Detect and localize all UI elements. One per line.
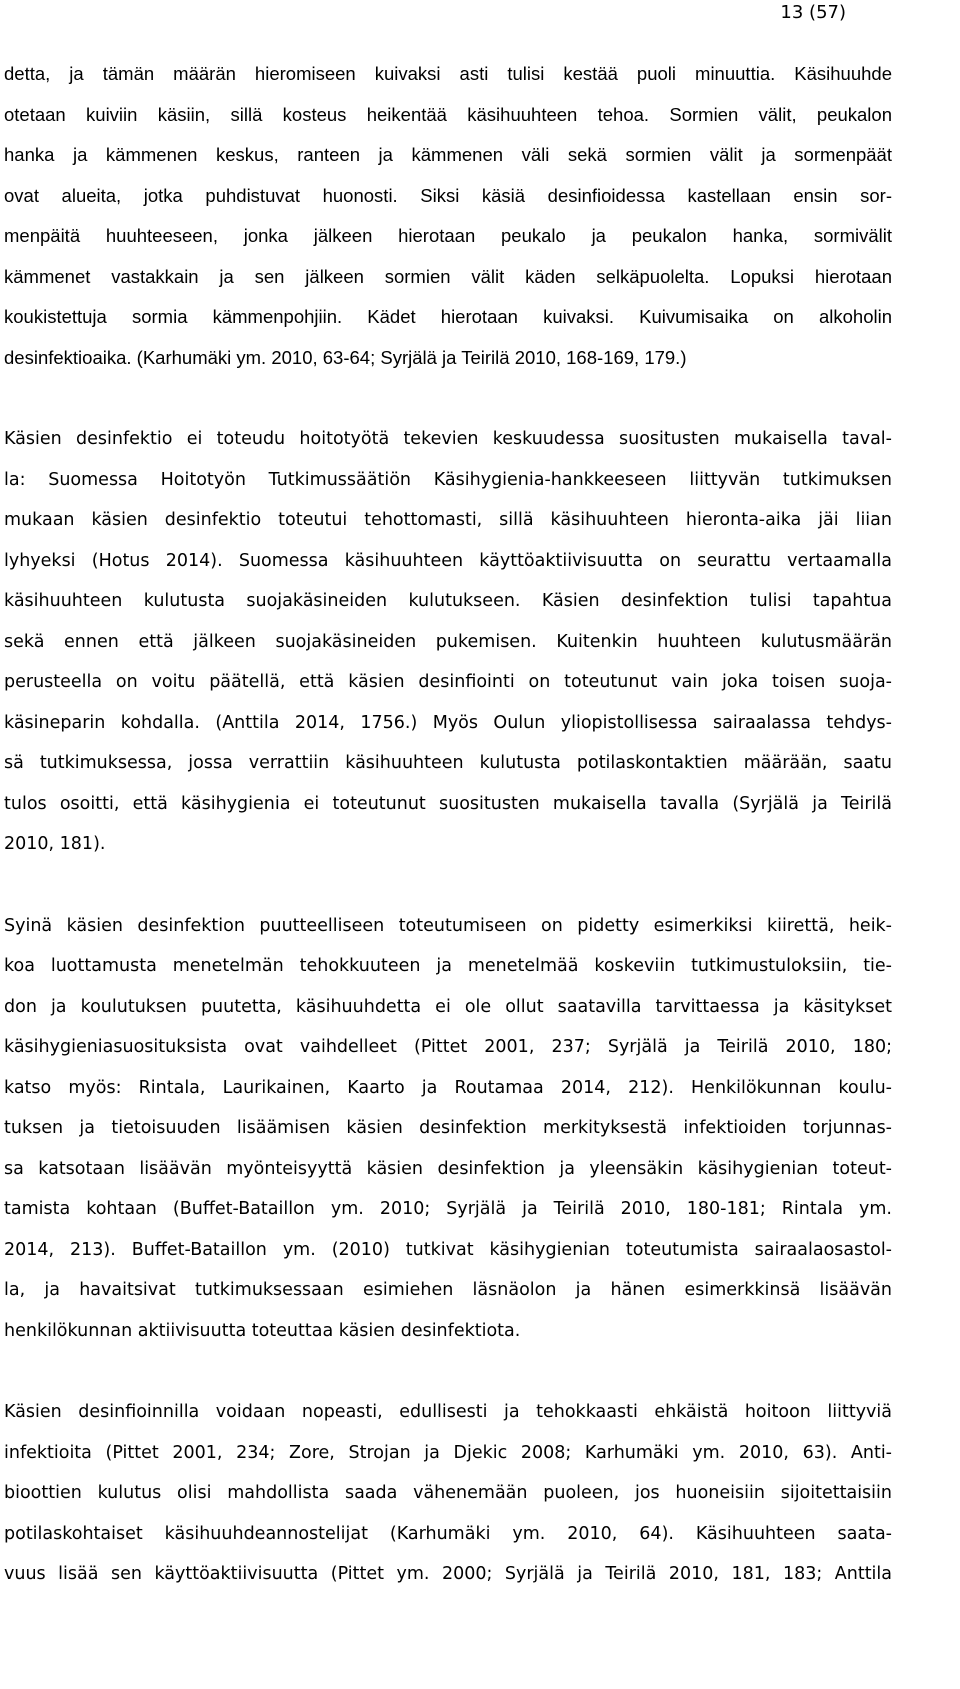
paragraph-compliance bbox=[4, 419, 892, 865]
text-line: Käsien desinfioinnilla voidaan nopeasti, edullisesti ja tehokkaasti ehkäistä hoitoon liittyviä bbox=[4, 1402, 892, 1422]
text-line: tamista kohtaan (Buffet-Bataillon ym. 2010; Syrjälä ja Teirilä 2010, 180-181; Rintala ym. bbox=[4, 1199, 892, 1219]
text-line: tuksen ja tietoisuuden lisäämisen käsien desinfektion merkityksestä infektioiden torjunnas- bbox=[4, 1118, 892, 1138]
body-text bbox=[4, 54, 892, 1595]
text-line: detta, ja tämän määrän hieromiseen kuivaksi asti tulisi kestää puoli minuuttia. Käsihuuhde bbox=[4, 63, 892, 84]
text-line: mukaan käsien desinfektio toteutui tehottomasti, sillä käsihuuhteen hieronta-aika jäi liian bbox=[4, 510, 892, 530]
text-line: la, ja havaitsivat tutkimuksessaan esimiehen läsnäolon ja hänen esimerkkinsä lisäävän bbox=[4, 1280, 892, 1300]
text-line: 2014, 213). Buffet-Bataillon ym. (2010) tutkivat käsihygienian toteutumista sairaalaosastol- bbox=[4, 1239, 892, 1260]
paragraph-hand-rubbing bbox=[4, 54, 892, 378]
text-line: 2010, 181). bbox=[4, 834, 106, 854]
text-line: sekä ennen että jälkeen suojakäsineiden pukemisen. Kuitenkin huuhteen kulutusmäärän bbox=[4, 631, 892, 652]
text-line: sa katsotaan lisäävän myönteisyyttä käsien desinfektion ja yleensäkin käsihygienian toteut- bbox=[4, 1158, 892, 1179]
text-line: tulos osoitti, että käsihygienia ei toteutunut suositusten mukaisella tavalla (Syrjälä ja Teirilä bbox=[4, 793, 892, 814]
text-line: katso myös: Rintala, Laurikainen, Kaarto ja Routamaa 2014, 212). Henkilökunnan koulu- bbox=[4, 1077, 892, 1098]
text-line: potilaskohtaiset käsihuuhdeannostelijat (Karhumäki ym. 2010, 64). Käsihuuhteen saata- bbox=[4, 1523, 892, 1544]
paragraph-gap bbox=[4, 1351, 892, 1392]
text-line: kämmenet vastakkain ja sen jälkeen sormien välit käden selkäpuolelta. Lopuksi hierotaan bbox=[4, 265, 892, 287]
text-line: koukistettuja sormia kämmenpohjiin. Kädet hierotaan kuivaksi. Kuivumisaika on alkoholin bbox=[4, 306, 892, 327]
text-line: don ja koulutuksen puutetta, käsihuuhdetta ei ole ollut saatavilla tarvittaessa ja käsitykset bbox=[4, 996, 892, 1017]
text-line: bioottien kulutus olisi mahdollista saada vähenemään puoleen, jos huoneisiin sijoitettaisiin bbox=[4, 1483, 892, 1503]
text-line: lyhyeksi (Hotus 2014). Suomessa käsihuuhteen käyttöaktiivisuutta on seurattu vertaamalla bbox=[4, 550, 892, 571]
text-line: la: Suomessa Hoitotyön Tutkimussäätiön Käsihygienia-hankkeeseen liittyvän tutkimuksen bbox=[4, 469, 892, 490]
text-line: käsihygieniasuosituksista ovat vaihdelleet (Pittet 2001, 237; Syrjälä ja Teirilä 2010, 180; bbox=[4, 1037, 892, 1057]
text-line: desinfektioaika. (Karhumäki ym. 2010, 63-64; Syrjälä ja Teirilä 2010, 168-169, 179.) bbox=[4, 346, 687, 368]
text-line: hanka ja kämmenen keskus, ranteen ja kämmenen väli sekä sormien välit ja sormenpäät bbox=[4, 144, 892, 165]
text-line: ovat alueita, jotka puhdistuvat huonosti. Siksi käsiä desinfioidessa kastellaan ensin sor- bbox=[4, 184, 892, 206]
text-line: käsineparin kohdalla. (Anttila 2014, 1756.) Myös Oulun yliopistollisessa sairaalassa tehdys- bbox=[4, 712, 892, 733]
text-line: käsihuuhteen kulutusta suojakäsineiden kulutukseen. Käsien desinfektion tulisi tapahtua bbox=[4, 591, 892, 611]
text-line: otetaan kuiviin käsiin, sillä kosteus heikentää käsihuuhteen tehoa. Sormien välit, peukalon bbox=[4, 103, 892, 125]
text-line: perusteella on voitu päätellä, että käsien desinfiointi on toteutunut vain joka toisen suoja- bbox=[4, 672, 892, 692]
text-line: menpäitä huuhteeseen, jonka jälkeen hierotaan peukalo ja peukalon hanka, sormivälit bbox=[4, 225, 892, 246]
paragraph-gap bbox=[4, 865, 892, 906]
paragraph-reasons bbox=[4, 906, 892, 1352]
text-line: infektioita (Pittet 2001, 234; Zore, Strojan ja Djekic 2008; Karhumäki ym. 2010, 63). Anti- bbox=[4, 1442, 892, 1463]
text-line: vuus lisää sen käyttöaktiivisuutta (Pittet ym. 2000; Syrjälä ja Teirilä 2010, 181, 183; Anttila bbox=[4, 1564, 892, 1584]
text-line: koa luottamusta menetelmän tehokkuuteen ja menetelmää koskeviin tutkimustuloksiin, tie- bbox=[4, 956, 892, 976]
text-line: henkilökunnan aktiivisuutta toteuttaa käsien desinfektiota. bbox=[4, 1320, 521, 1341]
text-line: sä tutkimuksessa, jossa verrattiin käsihuuhteen kulutusta potilaskontaktien määrään, saatu bbox=[4, 753, 892, 773]
text-line: Käsien desinfektio ei toteudu hoitotyötä tekevien keskuudessa suositusten mukaisella taval- bbox=[4, 429, 892, 449]
text-line: Syinä käsien desinfektion puutteelliseen toteutumiseen on pidetty esimerkiksi kiirettä, heik- bbox=[4, 915, 892, 936]
page-number: 13 (57) bbox=[780, 2, 846, 23]
paragraph-gap bbox=[4, 378, 892, 419]
paragraph-benefits bbox=[4, 1392, 892, 1595]
